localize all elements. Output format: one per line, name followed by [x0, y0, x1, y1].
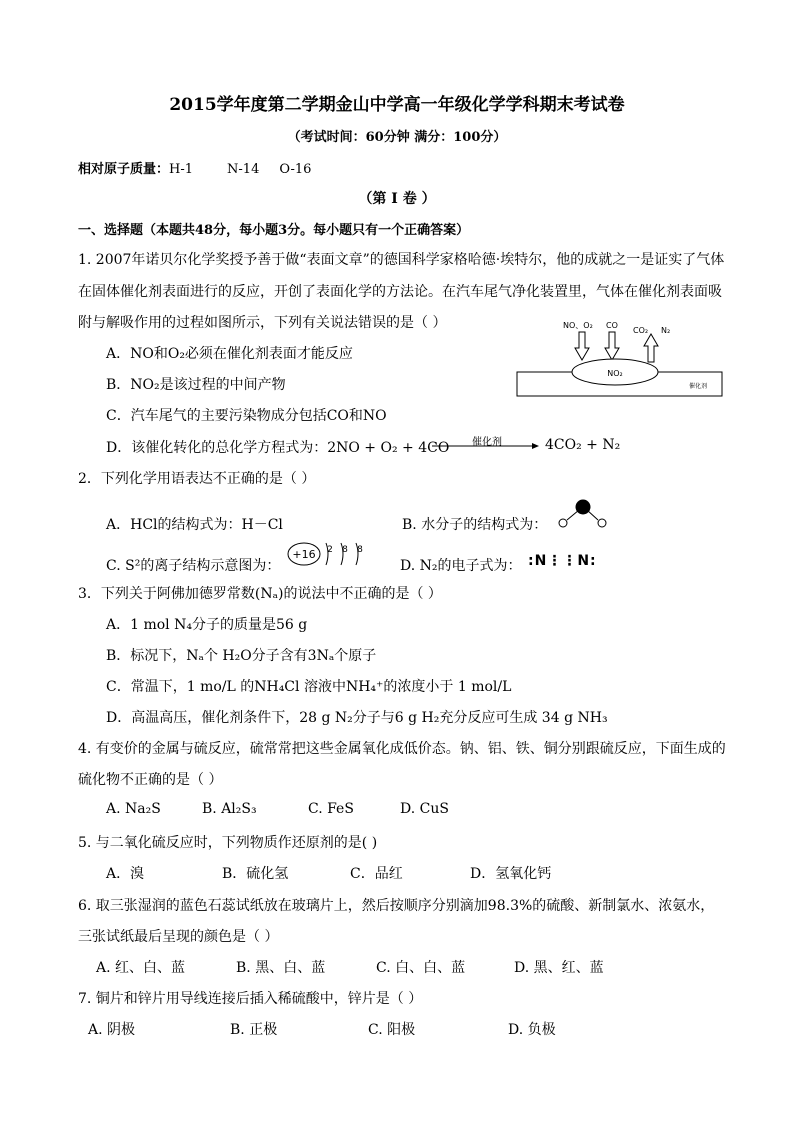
q6-option-d: D. 黑、红、蓝 — [514, 960, 604, 976]
n2-electron-formula: :N⋮⋮N: — [528, 553, 597, 569]
q6-line1: 6. 取三张湿润的蓝色石蕊试纸放在玻璃片上，然后按顺序分别滴加98.3%的硫酸、新制氯水、浓氨水， — [78, 898, 715, 914]
q2-option-c: C. S²的离子结构示意图为： — [106, 558, 281, 574]
page-title: 2015学年度第二学期金山中学高一年级化学学科期末考试卷 — [169, 95, 625, 115]
q6-option-a: A. 红、白、蓝 — [96, 960, 186, 976]
q6-option-c: C. 白、白、蓝 — [376, 960, 466, 976]
q7-option-d: D. 负极 — [508, 1022, 556, 1038]
atomic-mass-o: O-16 — [279, 162, 312, 177]
diagram-label-no2: NO₂ — [607, 369, 623, 378]
exam-info: （考试时间：60分钟 满分：100分） — [287, 130, 507, 145]
q5-option-c: C．品红 — [350, 866, 403, 882]
q4-option-a: A. Na₂S — [106, 801, 161, 817]
volume-heading: （第 I 卷 ） — [358, 191, 436, 207]
atomic-mass-h: H-1 — [169, 162, 194, 177]
shell-electrons-3: 8 — [357, 545, 363, 555]
shell-electrons-1: 2 — [327, 545, 333, 555]
q7-stem: 7. 铜片和锌片用导线连接后插入稀硫酸中，锌片是（ ） — [78, 991, 423, 1007]
catalyst-diagram — [515, 316, 725, 400]
q3-option-b: B．标况下，Nₐ个 H₂O分子含有3Nₐ个原子 — [106, 648, 377, 664]
q4-option-c: C. FeS — [308, 801, 354, 817]
q4-line1: 4. 有变价的金属与硫反应，硫常常把这些金属氧化成低价态。钠、铝、铁、铜分别跟硫反应，下面生成的 — [78, 741, 726, 757]
q2-stem: 2．下列化学用语表达不正确的是（ ） — [78, 471, 316, 487]
q1-option-d: D．该催化转化的总化学方程式为：2NO + O₂ + 4CO — [106, 440, 450, 456]
q3-option-d: D．高温高压，催化剂条件下，28 g N₂分子与6 g H₂充分反应可生成 34 g NH₃ — [106, 710, 608, 726]
section-heading: 一、选择题（本题共48分，每小题3分。每小题只有一个正确答案） — [78, 223, 470, 238]
q2-option-b: B. 水分子的结构式为： — [402, 517, 548, 533]
q5-option-d: D．氢氧化钙 — [470, 866, 552, 882]
q1-option-c: C．汽车尾气的主要污染物成分包括CO和NO — [106, 408, 387, 424]
q1-reaction-arrow — [432, 433, 540, 455]
diagram-label-co: CO — [606, 321, 618, 330]
atomic-mass-line — [78, 158, 311, 177]
diagram-label-n2: N₂ — [661, 326, 671, 335]
q1-line1: 1. 2007年诺贝尔化学奖授予善于做“表面文章”的德国科学家格哈德·埃特尔，他的成就之一是证实了气体 — [78, 252, 725, 268]
q6-line2: 三张试纸最后呈现的颜色是（ ） — [78, 929, 279, 945]
q1-option-d-products: 4CO₂ + N₂ — [545, 437, 621, 453]
arrow-icon — [432, 442, 540, 450]
q1-catalyst-condition: 催化剂 — [472, 437, 502, 448]
q4-line2: 硫化物不正确的是（ ） — [78, 772, 223, 788]
q4-option-d: D. CuS — [400, 801, 449, 817]
diagram-label-catalyst: 催化剂 — [688, 383, 708, 390]
q1-line3: 附与解吸作用的过程如图所示，下列有关说法错误的是（ ） — [78, 315, 447, 331]
q1-line2: 在固体催化剂表面进行的反应，开创了表面化学的方法论。在汽车尾气净化装置里，气体在催化剂表面吸 — [78, 284, 722, 300]
diagram-label-no-o2: NO、O₂ — [563, 321, 593, 330]
nucleus-charge: +16 — [292, 548, 316, 561]
q2-option-d: D. N₂的电子式为： — [400, 558, 522, 574]
shell-electrons-2: 8 — [342, 545, 348, 555]
atomic-mass-n: N-14 — [227, 162, 260, 177]
diagram-label-co2: CO₂ — [633, 326, 649, 335]
q7-option-a: A. 阴极 — [88, 1022, 136, 1038]
q5-stem: 5. 与二氧化硫反应时，下列物质作还原剂的是( ) — [78, 835, 378, 851]
sulfur-ion-diagram — [286, 538, 370, 570]
water-molecule-icon — [552, 498, 608, 532]
q6-option-b: B. 黑、白、蓝 — [236, 960, 326, 976]
q5-option-a: A．溴 — [106, 866, 145, 882]
q7-option-c: C. 阳极 — [368, 1022, 416, 1038]
up-arrow-icon — [644, 334, 658, 362]
q1-option-b: B．NO₂是该过程的中间产物 — [106, 377, 286, 393]
down-arrow-icon — [575, 332, 619, 360]
q3-stem: 3．下列关于阿佛加德罗常数(Nₐ)的说法中不正确的是（ ） — [78, 586, 442, 602]
q4-option-b: B. Al₂S₃ — [202, 801, 257, 817]
q1-option-a: A．NO和O₂必须在催化剂表面才能反应 — [106, 346, 353, 362]
q3-option-a: A．1 mol N₄分子的质量是56 g — [106, 617, 308, 633]
q5-option-b: B．硫化氢 — [222, 866, 289, 882]
q3-option-c: C．常温下，1 mo/L 的NH₄Cl 溶液中NH₄⁺的浓度小于 1 mol/L — [106, 679, 512, 695]
atomic-mass-label: 相对原子质量： — [78, 162, 170, 177]
q2-option-a: A．HCl的结构式为：H－Cl — [106, 517, 283, 533]
q7-option-b: B. 正极 — [230, 1022, 278, 1038]
